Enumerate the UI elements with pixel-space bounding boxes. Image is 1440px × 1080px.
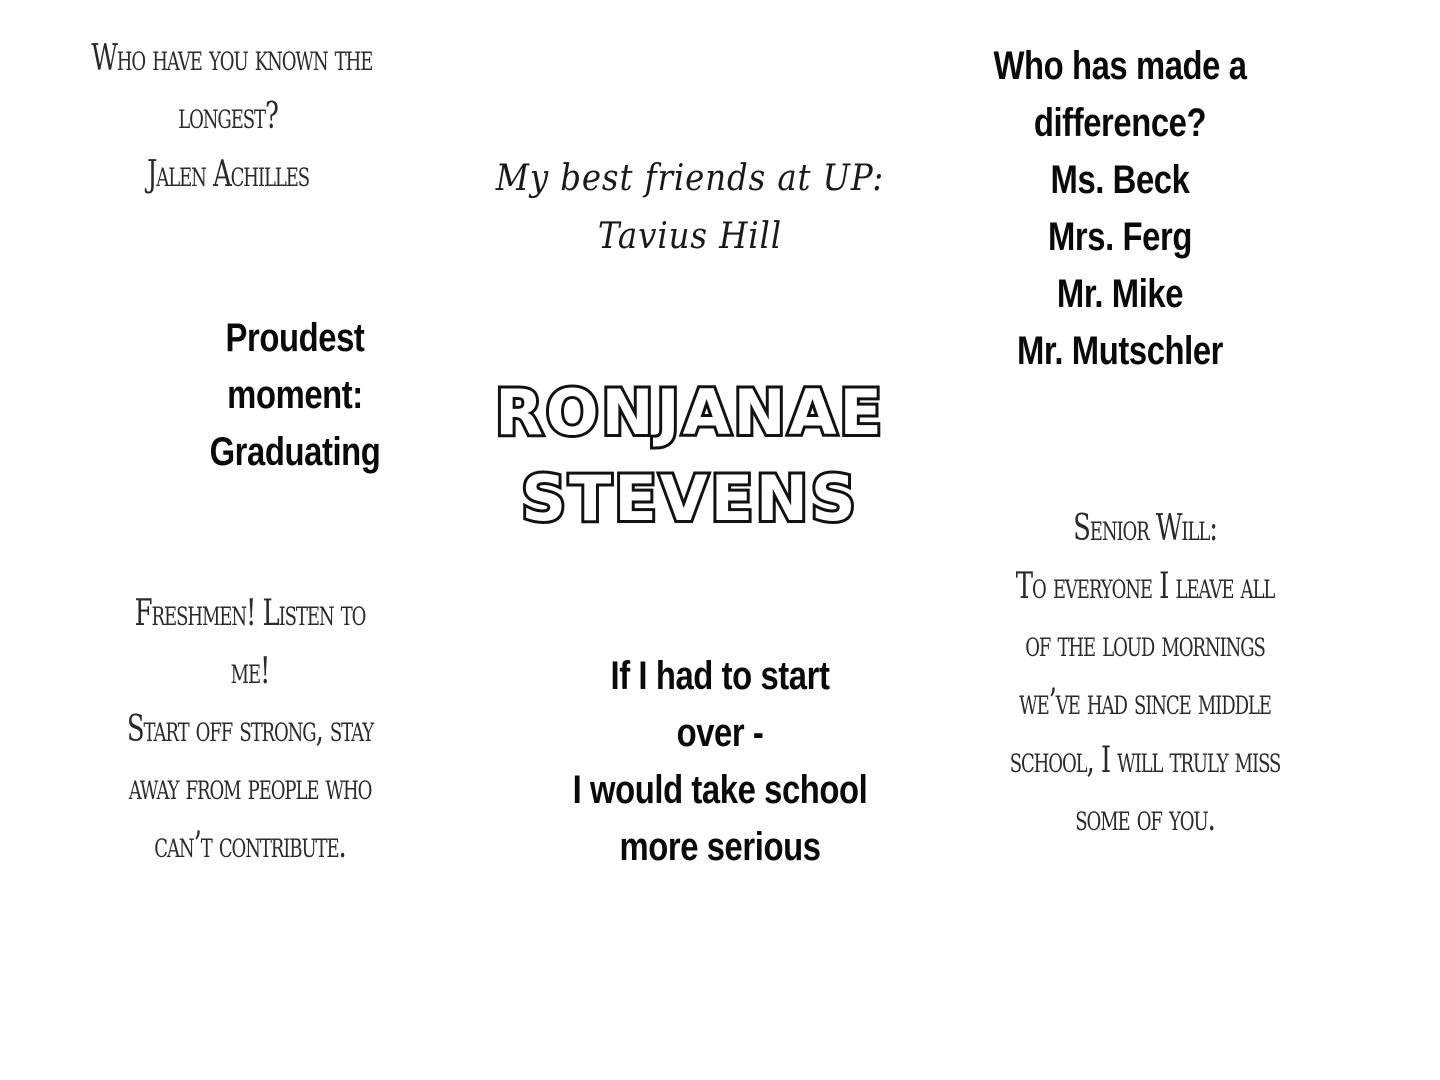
made-difference-question-line-1: Who has made a — [993, 44, 1247, 88]
start-over-line-1: If I had to start — [610, 654, 830, 698]
known-longest-question-line-1: Who have you known the — [91, 38, 373, 79]
best-friends-answer-text: Tavius Hill — [597, 216, 783, 257]
student-name — [440, 370, 940, 542]
freshmen-advice-line-4: away from people who — [128, 767, 372, 808]
start-over-line-4: more serious — [619, 825, 821, 869]
made-difference-name-4: Mr. Mutschler — [1016, 329, 1224, 373]
made-difference-name-2: Mrs. Ferg — [1048, 215, 1192, 259]
made-difference-question-line-2: difference? — [1033, 101, 1207, 145]
freshmen-advice-line-3: Start off strong, stay — [126, 709, 374, 750]
student-first-name: RONJANAE — [495, 376, 885, 449]
freshmen-advice-line-2: me! — [230, 651, 270, 692]
start-over-answer — [556, 648, 884, 876]
freshmen-advice — [113, 585, 387, 875]
made-difference-answer — [972, 38, 1267, 380]
senior-will-line-2: of the loud mornings — [1025, 624, 1265, 665]
best-friends-answer — [483, 150, 897, 266]
proudest-moment-answer — [184, 310, 405, 481]
freshmen-advice-line-1: Freshmen! Listen to — [134, 593, 366, 634]
best-friends-question: My best friends at UP: — [495, 158, 885, 199]
senior-will-line-1: To everyone I leave all — [1015, 566, 1275, 607]
senior-will-line-3: we’ve had since middle — [1019, 682, 1271, 723]
start-over-line-3: I would take school — [572, 768, 868, 812]
known-longest-question-line-2: longest? — [178, 96, 278, 137]
senior-will-line-5: some of you. — [1075, 798, 1215, 839]
known-longest-answer-text: Jalen Achilles — [146, 154, 310, 195]
proudest-moment-question-line-2: moment: — [227, 373, 363, 417]
student-last-name: STEVENS — [521, 462, 859, 535]
known-longest-answer — [91, 30, 373, 204]
made-difference-name-1: Ms. Beck — [1050, 158, 1190, 202]
senior-will — [1005, 500, 1286, 848]
made-difference-name-3: Mr. Mike — [1056, 272, 1184, 316]
start-over-line-2: over - — [676, 711, 764, 755]
freshmen-advice-line-5: can’t contribute. — [154, 825, 346, 866]
senior-will-heading: Senior Will: — [1073, 508, 1217, 549]
senior-will-line-4: school, I will truly miss — [1009, 740, 1281, 781]
proudest-moment-answer-text: Graduating — [209, 430, 381, 474]
proudest-moment-question-line-1: Proudest — [225, 316, 365, 360]
